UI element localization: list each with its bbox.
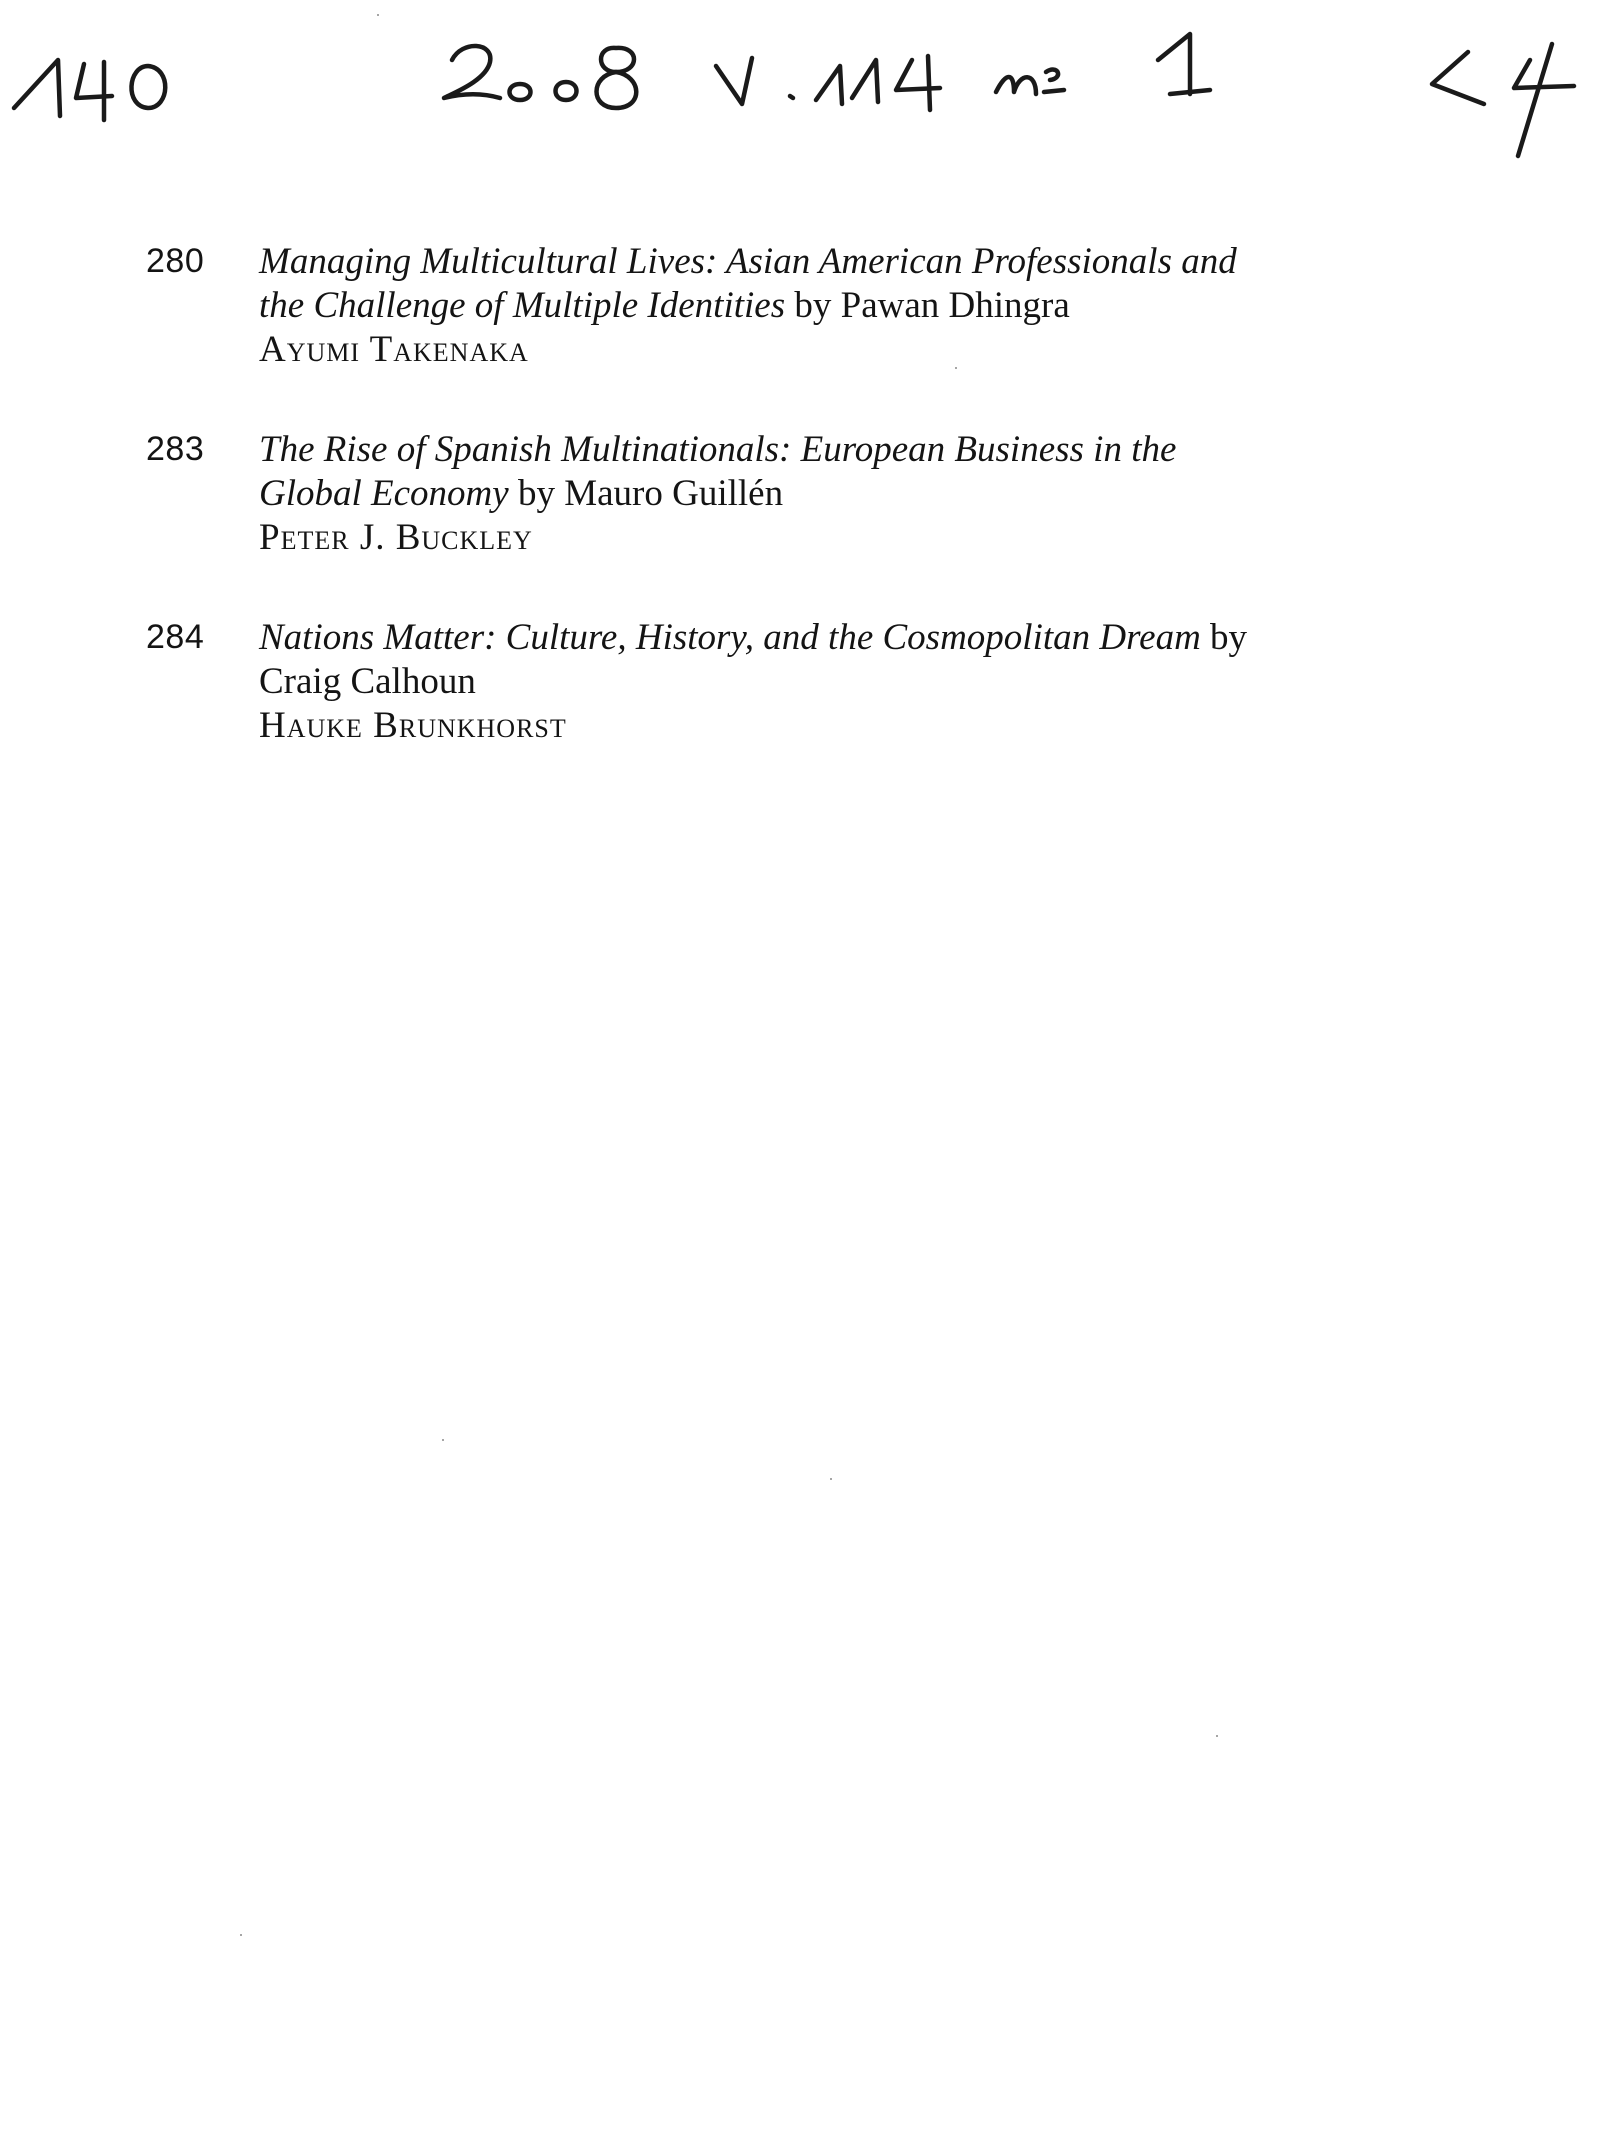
scan-speck [240,1934,242,1936]
reviewer-name: Hauke Brunkhorst [259,705,567,746]
book-citation [259,428,1456,516]
scan-speck [377,14,379,16]
book-author: Craig Calhoun [259,661,476,702]
review-entry [146,240,1456,372]
handwritten-call-number [14,60,165,120]
reviewer-name: Peter J. Buckley [259,517,533,558]
page-number: 283 [146,430,205,468]
book-author: by Pawan Dhingra [785,285,1070,326]
scan-speck [1216,1735,1218,1737]
book-title: Nations Matter: Culture, History, and the Cosmopolitan Dream [259,617,1201,658]
book-title: Global Economy [259,473,509,514]
review-list [146,240,1456,804]
entry-body [259,240,1456,372]
reviewer-name: Ayumi Takenaka [259,329,529,370]
scan-speck [830,1478,832,1480]
book-title: Managing Multicultural Lives: Asian American Professionals and [259,241,1237,282]
entry-body [259,428,1456,560]
entry-body [259,616,1456,748]
book-author: by Mauro Guillén [508,473,784,514]
book-title: The Rise of Spanish Multinationals: European Business in the [259,429,1177,470]
book-author: by [1200,617,1248,658]
book-citation [259,616,1456,704]
page-number: 284 [146,618,205,656]
review-entry [146,428,1456,560]
handwritten-shelf-mark [1432,44,1574,156]
review-entry [146,616,1456,748]
book-title: the Challenge of Multiple Identities [259,285,786,326]
handwritten-annotation [0,0,1603,190]
page-number: 280 [146,242,205,280]
book-citation [259,240,1456,328]
handwritten-volume-info [444,34,1210,110]
scan-speck [442,1439,444,1441]
